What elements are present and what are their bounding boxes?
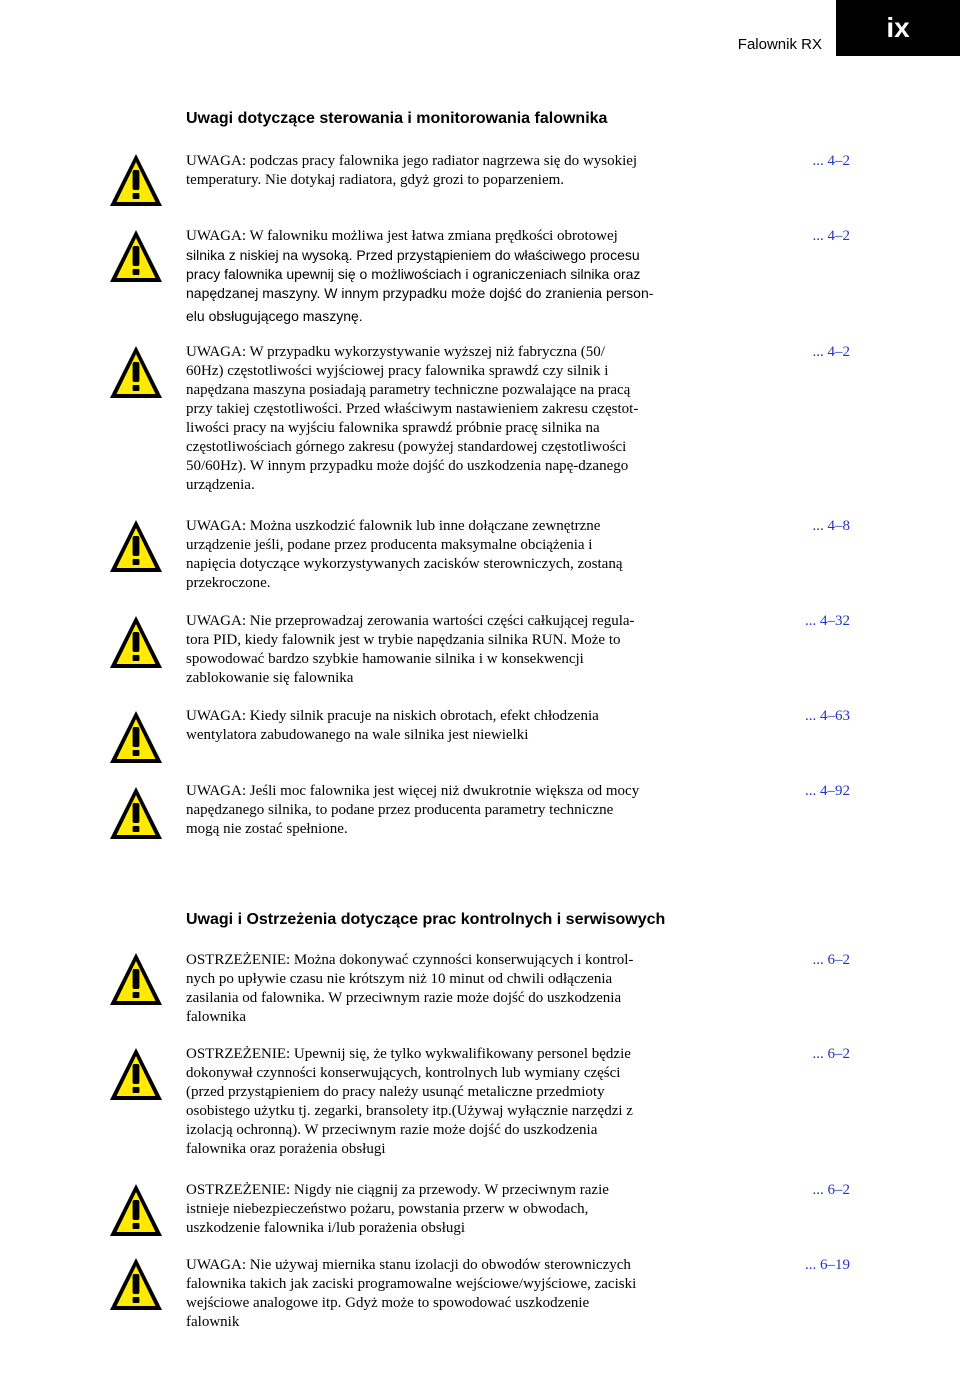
text-line: napędzana maszyna posiadają parametry techniczne pozwalające na pracą xyxy=(186,382,631,398)
warning-icon xyxy=(108,785,164,841)
text-line: (przed przystąpieniem do pracy należy usunąć metaliczne przedmioty xyxy=(186,1084,605,1100)
warning-icon xyxy=(108,614,164,670)
text-line: UWAGA: Można uszkodzić falownik lub inne dołączane zewnętrzne xyxy=(186,518,601,534)
text-line: przy takiej częstotliwości. Przed właściwym nastawieniem zakresu częstot- xyxy=(186,401,639,417)
warning-text xyxy=(186,707,736,745)
text-line: osobistego użytku tj. zegarki, bransolety itp.(Używaj wyłącznie narzędzi z xyxy=(186,1103,633,1119)
text-line: uszkodzenie falownika i/lub porażenia obsługi xyxy=(186,1220,466,1236)
text-line: zablokowanie się falownika xyxy=(186,670,354,686)
text-line: UWAGA: Nie używaj miernika stanu izolacji do obwodów sterowniczych xyxy=(186,1257,631,1273)
warning-icon xyxy=(108,1182,164,1238)
warning-icon xyxy=(108,1256,164,1312)
warning-text xyxy=(186,612,736,688)
text-line: UWAGA: podczas pracy falownika jego radiator nagrzewa się do wysokiej xyxy=(186,153,638,169)
warning-text xyxy=(186,1256,736,1332)
text-line: izolacją ochronną). W przeciwnym razie może dojść do uszkodzenia xyxy=(186,1122,598,1138)
text-line: silnika z niskiej na wysoką. Przed przystąpieniem do właściwego procesu xyxy=(186,247,640,263)
page-reference-link[interactable]: ... 6–19 xyxy=(805,1257,850,1273)
warning-icon xyxy=(108,152,164,208)
text-line: falownika xyxy=(186,1009,246,1025)
warning-text xyxy=(186,152,736,190)
text-line: tora PID, kiedy falownik jest w trybie napędzania silnika RUN. Może to xyxy=(186,632,621,648)
page-reference-link[interactable]: ... 4–2 xyxy=(812,153,850,169)
warning-icon xyxy=(108,1046,164,1102)
page-number-tab: ix xyxy=(836,0,960,56)
text-line: OSTRZEŻENIE: Upewnij się, że tylko wykwalifikowany personel będzie xyxy=(186,1046,631,1062)
text-line: urządzenia. xyxy=(186,477,255,493)
text-line: pracy falownika upewnij się o możliwościach i ograniczeniach silnika oraz xyxy=(186,266,641,282)
text-line: 50/60Hz). W innym przypadku może dojść do uszkodzenia napę-dzanego xyxy=(186,458,629,474)
warning-icon xyxy=(108,344,164,400)
warning-icon xyxy=(108,951,164,1007)
page-reference-link[interactable]: ... 4–2 xyxy=(812,228,850,244)
text-line: falownik xyxy=(186,1314,240,1330)
text-line: zasilania od falownika. W przeciwnym razie może dojść do uszkodzenia xyxy=(186,990,622,1006)
text-line: nych po upływie czasu nie krótszym niż 10 minut od chwili odłączenia xyxy=(186,971,613,987)
text-line: UWAGA: W przypadku wykorzystywanie wyższej niż fabryczna (50/ xyxy=(186,344,605,360)
text-line: falownika oraz porażenia obsługi xyxy=(186,1141,386,1157)
warning-icon xyxy=(108,518,164,574)
warning-icon xyxy=(108,709,164,765)
warning-text xyxy=(186,227,736,326)
text-line: OSTRZEŻENIE: Można dokonywać czynności konserwujących i kontrol- xyxy=(186,952,634,968)
warning-text xyxy=(186,1045,736,1159)
text-line: wentylatora zabudowanego na wale silnika jest niewielki xyxy=(186,727,529,743)
text-line: UWAGA: Jeśli moc falownika jest więcej niż dwukrotnie większa od mocy xyxy=(186,783,640,799)
text-line: przekroczone. xyxy=(186,575,271,591)
text-line: temperatury. Nie dotykaj radiatora, gdyż grozi to poparzeniem. xyxy=(186,172,565,188)
text-line: napędzanej maszyny. W innym przypadku może dojść do zranienia person- xyxy=(186,285,654,301)
text-line: spowodować bardzo szybkie hamowanie silnika i w konsekwencji xyxy=(186,651,584,667)
text-line: częstotliwościach górnego zakresu (powyżej standardowej częstotliwości xyxy=(186,439,627,455)
warning-text xyxy=(186,782,736,839)
warning-text xyxy=(186,517,736,593)
text-line: elu obsługującego maszynę. xyxy=(186,308,363,324)
section-title: Uwagi i Ostrzeżenia dotyczące prac kontrolnych i serwisowych xyxy=(186,911,666,928)
text-line: UWAGA: Nie przeprowadzaj zerowania wartości części całkującej regula- xyxy=(186,613,635,629)
text-line: OSTRZEŻENIE: Nigdy nie ciągnij za przewody. W przeciwnym razie xyxy=(186,1182,609,1198)
page-reference-link[interactable]: ... 4–8 xyxy=(812,518,850,534)
text-line: mogą nie zostać spełnione. xyxy=(186,821,348,837)
text-line: falownika takich jak zaciski programowalne wejściowe/wyjściowe, zaciski xyxy=(186,1276,637,1292)
text-line: UWAGA: W falowniku możliwa jest łatwa zmiana prędkości obrotowej xyxy=(186,228,618,244)
page-reference-link[interactable]: ... 6–2 xyxy=(812,1046,850,1062)
text-line: liwości pracy na wyjściu falownika sprawdź próbnie pracę silnika na xyxy=(186,420,600,436)
text-line: wejściowe analogowe itp. Gdyż może to spowodować uszkodzenie xyxy=(186,1295,590,1311)
page-reference-link[interactable]: ... 4–92 xyxy=(805,783,850,799)
page-reference-link[interactable]: ... 6–2 xyxy=(812,1182,850,1198)
warning-text xyxy=(186,343,736,495)
warning-icon xyxy=(108,228,164,284)
page-reference-link[interactable]: ... 4–32 xyxy=(805,613,850,629)
text-line: napędzanego silnika, to podane przez producenta parametry techniczne xyxy=(186,802,614,818)
text-line: istnieje niebezpieczeństwo pożaru, powstania przerw w obwodach, xyxy=(186,1201,589,1217)
warning-text xyxy=(186,951,736,1027)
text-line: 60Hz) częstotliwości wyjściowej pracy falownika sprawdź czy silnik i xyxy=(186,363,609,379)
text-line: urządzenie jeśli, podane przez producenta maksymalne obciążenia i xyxy=(186,537,593,553)
page-reference-link[interactable]: ... 6–2 xyxy=(812,952,850,968)
page-reference-link[interactable]: ... 4–63 xyxy=(805,708,850,724)
warning-text xyxy=(186,1181,736,1238)
text-line: UWAGA: Kiedy silnik pracuje na niskich obrotach, efekt chłodzenia xyxy=(186,708,599,724)
text-line: dokonywał czynności konserwujących, kontrolnych lub wymiany części xyxy=(186,1065,621,1081)
document-title: Falownik RX xyxy=(737,36,822,53)
text-line: napięcia dotyczące wykorzystywanych zacisków sterowniczych, zostaną xyxy=(186,556,623,572)
page-reference-link[interactable]: ... 4–2 xyxy=(812,344,850,360)
section-title: Uwagi dotyczące sterowania i monitorowania falownika xyxy=(186,110,608,127)
